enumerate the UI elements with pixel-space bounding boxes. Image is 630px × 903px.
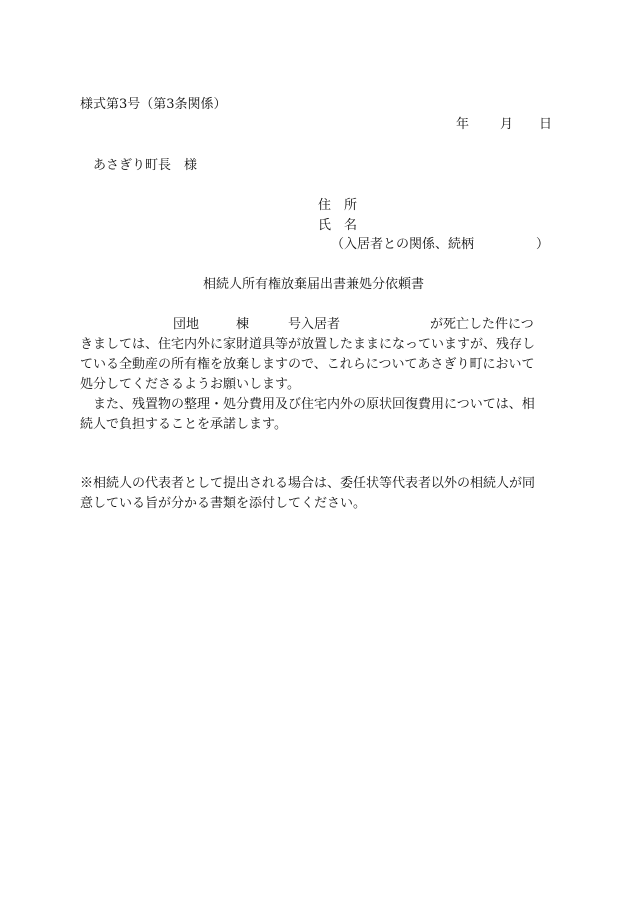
addressee: あさぎり町長 様	[93, 158, 198, 173]
date-year-label: 年	[456, 117, 470, 132]
date-day-label: 日	[539, 117, 553, 132]
address-label: 住 所	[318, 198, 358, 213]
form-number: 様式第3号（第3条関係）	[80, 97, 227, 112]
paragraph-2-line-2: 続人で負担することを承諾します。	[80, 417, 287, 432]
name-label: 氏 名	[318, 218, 358, 233]
paragraph-1-line-2: きましては、住宅内外に家財道具等が放置したままになっていますが、残存し	[80, 337, 536, 352]
mune-label: 棟	[236, 317, 250, 332]
note-line-2: 意している旨が分かる書類を添付してください。	[80, 496, 367, 511]
paragraph-1-line-4: 処分してくださるようお願いします。	[80, 377, 300, 392]
relation-label: （入居者との関係、続柄	[331, 237, 475, 252]
paragraph-2-line-1: また、残置物の整理・処分費用及び住宅内外の原状回復費用については、相	[80, 397, 535, 412]
relation-close: ）	[536, 237, 550, 252]
paragraph-1-line-3: ている全動産の所有権を放棄しますので、これらについてあさぎり町において	[80, 357, 535, 372]
death-text: が死亡した件につ	[430, 317, 534, 332]
note-line-1: ※相続人の代表者として提出される場合は、委任状等代表者以外の相続人が同	[80, 476, 536, 491]
danchi-label: 団地	[173, 317, 200, 332]
document-title: 相続人所有権放棄届出書兼処分依頼書	[203, 277, 425, 292]
resident-label: 号入居者	[288, 317, 341, 332]
date-month-label: 月	[500, 117, 514, 132]
paragraph-1-line-1	[80, 317, 534, 333]
